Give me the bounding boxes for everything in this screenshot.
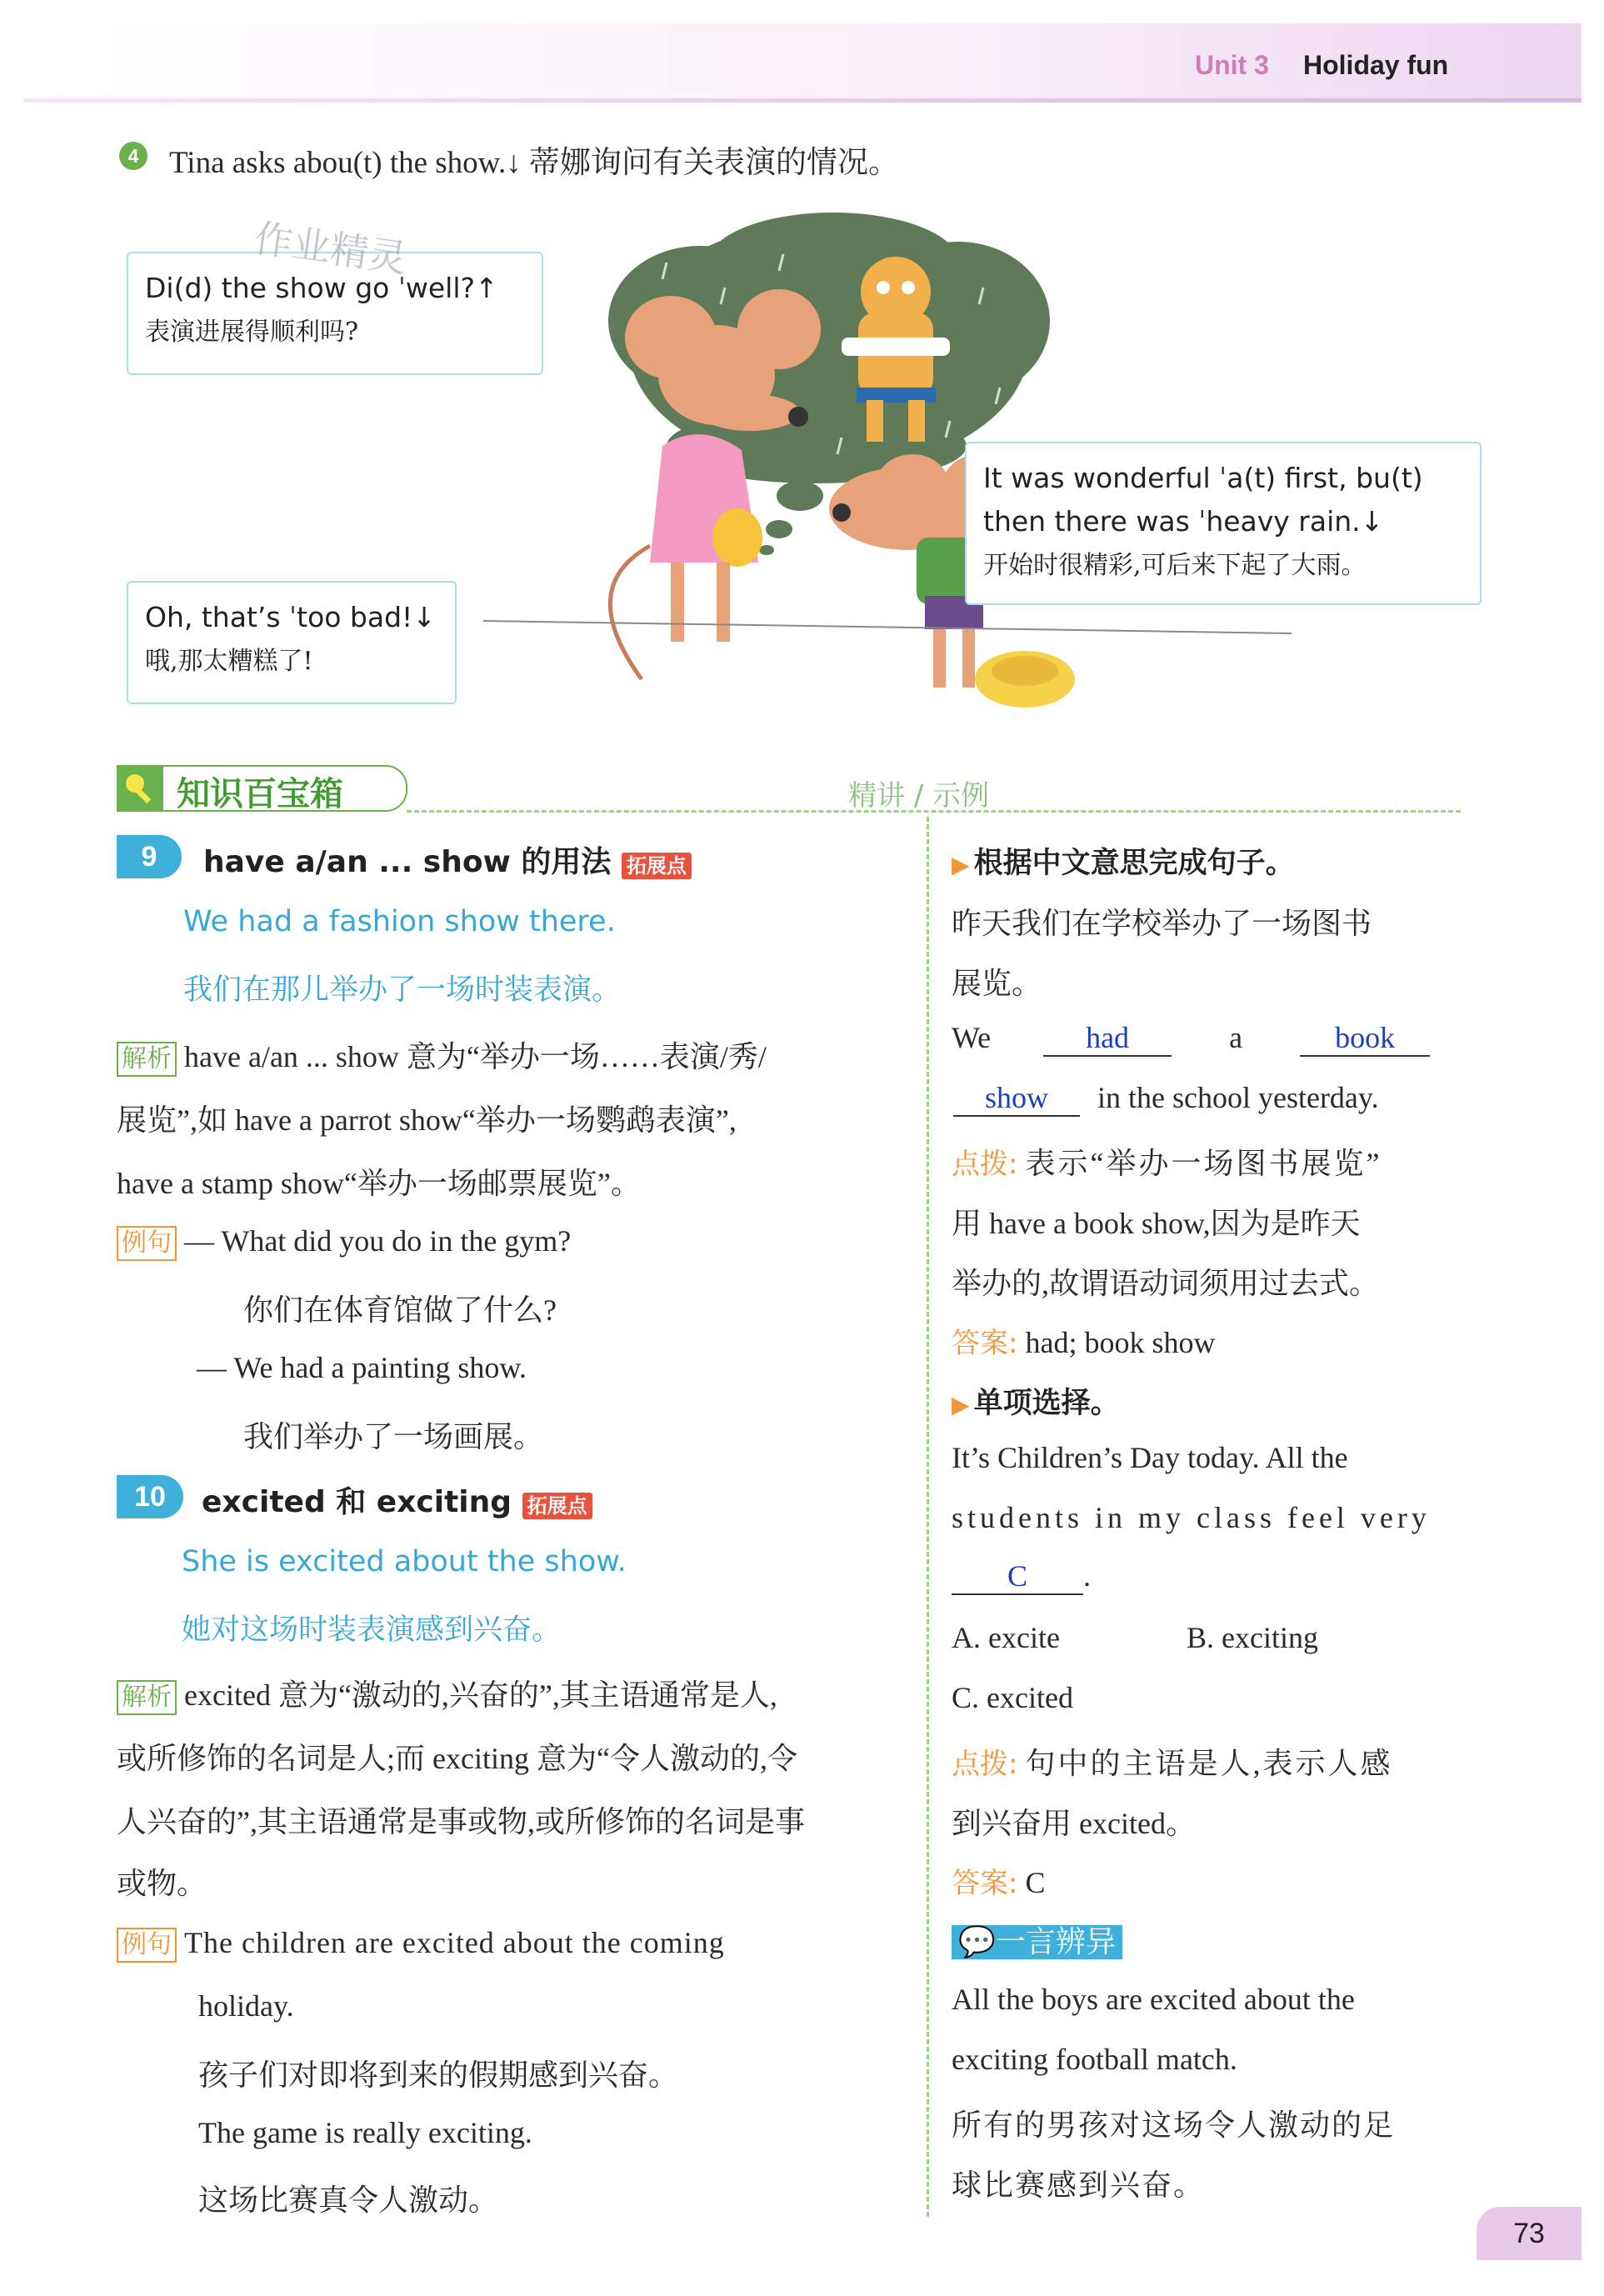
item-10-example-en: She is excited about the show. — [182, 1545, 627, 1578]
q1-heading — [952, 840, 1295, 882]
item-9-answer-zh: 我们举办了一场画展。 — [243, 1420, 544, 1453]
triangle-icon: ▶ — [952, 1391, 970, 1418]
hint-label: 点拨: — [952, 1148, 1018, 1181]
analysis-label: 解析 — [117, 1680, 177, 1715]
q2-answer — [952, 1860, 1045, 1901]
yiyan-zh-line2: 球比赛感到兴奋。 — [952, 2168, 1206, 2202]
item-9-tag: 拓展点 — [622, 853, 692, 879]
item-10-example2-en: The game is really exciting. — [198, 2116, 532, 2149]
bubble-1-english: Di(d) the show go ˈwell?↑ — [145, 272, 498, 304]
q2-hint-line2: 到兴奋用 excited。 — [952, 1807, 1196, 1840]
answer-label: 答案: — [952, 1327, 1018, 1360]
item-10-tag: 拓展点 — [522, 1493, 592, 1519]
item-9-example-en: We had a fashion show there. — [183, 905, 616, 938]
q1-answer-text: had; book show — [1025, 1326, 1216, 1359]
item-9-analysis-text1: have a/an ... show 意为“举办一场……表演/秀/ — [184, 1040, 767, 1073]
header-rule — [23, 98, 1582, 103]
item-10-analysis-line3: 人兴奋的”,其主语通常是事或物,或所修饰的名词是事 — [117, 1805, 805, 1838]
q1-blank-2: book — [1300, 1020, 1430, 1057]
hint-label: 点拨: — [952, 1748, 1018, 1781]
q2-option-a: A. excite — [952, 1621, 1060, 1654]
q1-sentence-line1 — [952, 1020, 1430, 1057]
yiyan-en-line2: exciting football match. — [952, 2043, 1237, 2076]
item-10-title — [202, 1478, 592, 1521]
school-bag — [975, 651, 1075, 708]
item-9-example-q — [117, 1223, 571, 1261]
section-title: 知识百宝箱 — [177, 775, 343, 813]
item-9-analysis-line2: 展览”,如 have a parrot show“举办一场鹦鹉表演”, — [117, 1103, 737, 1137]
bubble-2-chinese: 开始时很精彩,可后来下起了大雨。 — [983, 551, 1367, 580]
q2-title: 单项选择。 — [973, 1387, 1120, 1420]
item-9-number: 9 — [117, 835, 182, 878]
bubble-1-chinese: 表演进展得顺利吗? — [145, 318, 359, 347]
q1-title: 根据中文意思完成句子。 — [973, 847, 1295, 880]
section-divider — [407, 810, 1461, 813]
item-10-example1-text: The children are excited about the coming — [184, 1926, 725, 1959]
item-9-question-zh: 你们在体育馆做了什么? — [243, 1293, 557, 1327]
item-9-question-en: — What did you do in the gym? — [184, 1224, 572, 1258]
q2-option-b: B. exciting — [1187, 1621, 1318, 1654]
item-9-answer-en: — We had a painting show. — [197, 1351, 527, 1384]
yiyan-en-line1: All the boys are excited about the — [952, 1983, 1355, 2016]
item-10-example-zh: 她对这场时装表演感到兴奋。 — [182, 1613, 562, 1647]
item-9-example-zh: 我们在那儿举办了一场时装表演。 — [183, 973, 622, 1007]
item-9-analysis-line3: have a stamp show“举办一场邮票展览”。 — [117, 1167, 641, 1200]
item-10-analysis-text1: excited 意为“激动的,兴奋的”,其主语通常是人, — [184, 1678, 777, 1712]
q1-we: We — [952, 1021, 992, 1054]
item-9-title-text: have a/an ... show 的用法 — [203, 845, 612, 879]
section-subtitle: 精讲 / 示例 — [848, 779, 990, 813]
answer-label: 答案: — [952, 1867, 1018, 1900]
q1-hint-line2: 用 have a book show,因为是昨天 — [952, 1207, 1361, 1240]
q2-option-c: C. excited — [952, 1681, 1073, 1714]
dialogue-number: 4 — [119, 142, 147, 170]
analysis-label: 解析 — [117, 1042, 177, 1077]
q2-line2: students in my class feel very — [952, 1501, 1431, 1534]
q2-hint-line1 — [952, 1740, 1392, 1783]
q1-blank-3: show — [953, 1080, 1080, 1117]
q1-sentence-line2 — [953, 1080, 1379, 1117]
item-10-analysis-line4: 或物。 — [117, 1867, 207, 1900]
speech-bubble-right — [965, 442, 1482, 605]
floor-line — [483, 621, 1292, 633]
q1-hint-line1 — [952, 1140, 1382, 1183]
yiyan-label: 💬一言辨异 — [952, 1925, 1122, 1959]
unit-label: Unit 3 — [1195, 50, 1269, 80]
bubble-3-english: Oh, that’s ˈtoo bad!↓ — [145, 601, 436, 633]
q2-answer-text: C — [1025, 1866, 1046, 1899]
bubble-2-english-line1: It was wonderful ˈa(t) first, bu(t) — [983, 462, 1423, 494]
yiyan-heading — [952, 1918, 1122, 1961]
item-10-example1-zh: 孩子们对即将到来的假期感到兴奋。 — [198, 2058, 679, 2092]
item-10-analysis-line2: 或所修饰的名词是人;而 exciting 意为“令人激动的,令 — [117, 1742, 797, 1775]
example-label: 例句 — [117, 1226, 177, 1261]
item-10-example1-line1 — [117, 1925, 725, 1963]
dialogue-intro: Tina asks abou(t) the show.↓ 蒂娜询问有关表演的情况。 — [169, 146, 899, 180]
key-icon — [117, 765, 163, 812]
q1-sentence-rest: in the school yesterday. — [1097, 1081, 1379, 1114]
q2-blank: C — [952, 1558, 1083, 1595]
item-10-analysis-line1 — [117, 1672, 777, 1715]
item-9-title — [203, 838, 692, 881]
q1-chinese-line1: 昨天我们在学校举办了一场图书 — [952, 907, 1372, 940]
watermark: 作业精灵 — [251, 215, 410, 282]
unit-title: Holiday fun — [1303, 50, 1449, 80]
q1-article: a — [1229, 1021, 1243, 1054]
q2-hint-text1: 句中的主语是人,表示人感 — [1025, 1747, 1393, 1780]
item-10-example1-line2: holiday. — [198, 1989, 294, 2023]
item-9-analysis-line1 — [117, 1033, 767, 1077]
q1-hint-line3: 举办的,故谓语动词须用过去式。 — [952, 1267, 1380, 1300]
q2-line3: C . — [952, 1558, 1091, 1595]
q1-blank-1: had — [1043, 1020, 1172, 1057]
q1-chinese-line2: 展览。 — [952, 967, 1042, 1000]
bubble-2-english-line2: then there was ˈheavy rain.↓ — [983, 505, 1384, 538]
page-number: 73 — [1477, 2207, 1582, 2260]
bubble-3-chinese: 哦,那太糟糕了! — [145, 647, 313, 676]
q1-answer — [952, 1320, 1215, 1361]
item-10-example2-zh: 这场比赛真令人激动。 — [198, 2183, 499, 2217]
q2-line1: It’s Children’s Day today. All the — [952, 1441, 1348, 1474]
column-divider — [927, 817, 929, 2217]
example-label: 例句 — [117, 1928, 177, 1963]
q2-heading — [952, 1380, 1120, 1422]
item-10-number: 10 — [117, 1475, 183, 1518]
item-10-title-text: excited 和 exciting — [202, 1485, 512, 1519]
q1-hint-text1: 表示“举办一场图书展览” — [1025, 1147, 1382, 1180]
triangle-icon: ▶ — [952, 851, 970, 878]
speech-bubble-bottom-left — [127, 581, 457, 704]
chat-bubble-icon: 💬 — [958, 1925, 996, 1959]
yiyan-zh-line1: 所有的男孩对这场令人激动的足 — [952, 2108, 1396, 2142]
